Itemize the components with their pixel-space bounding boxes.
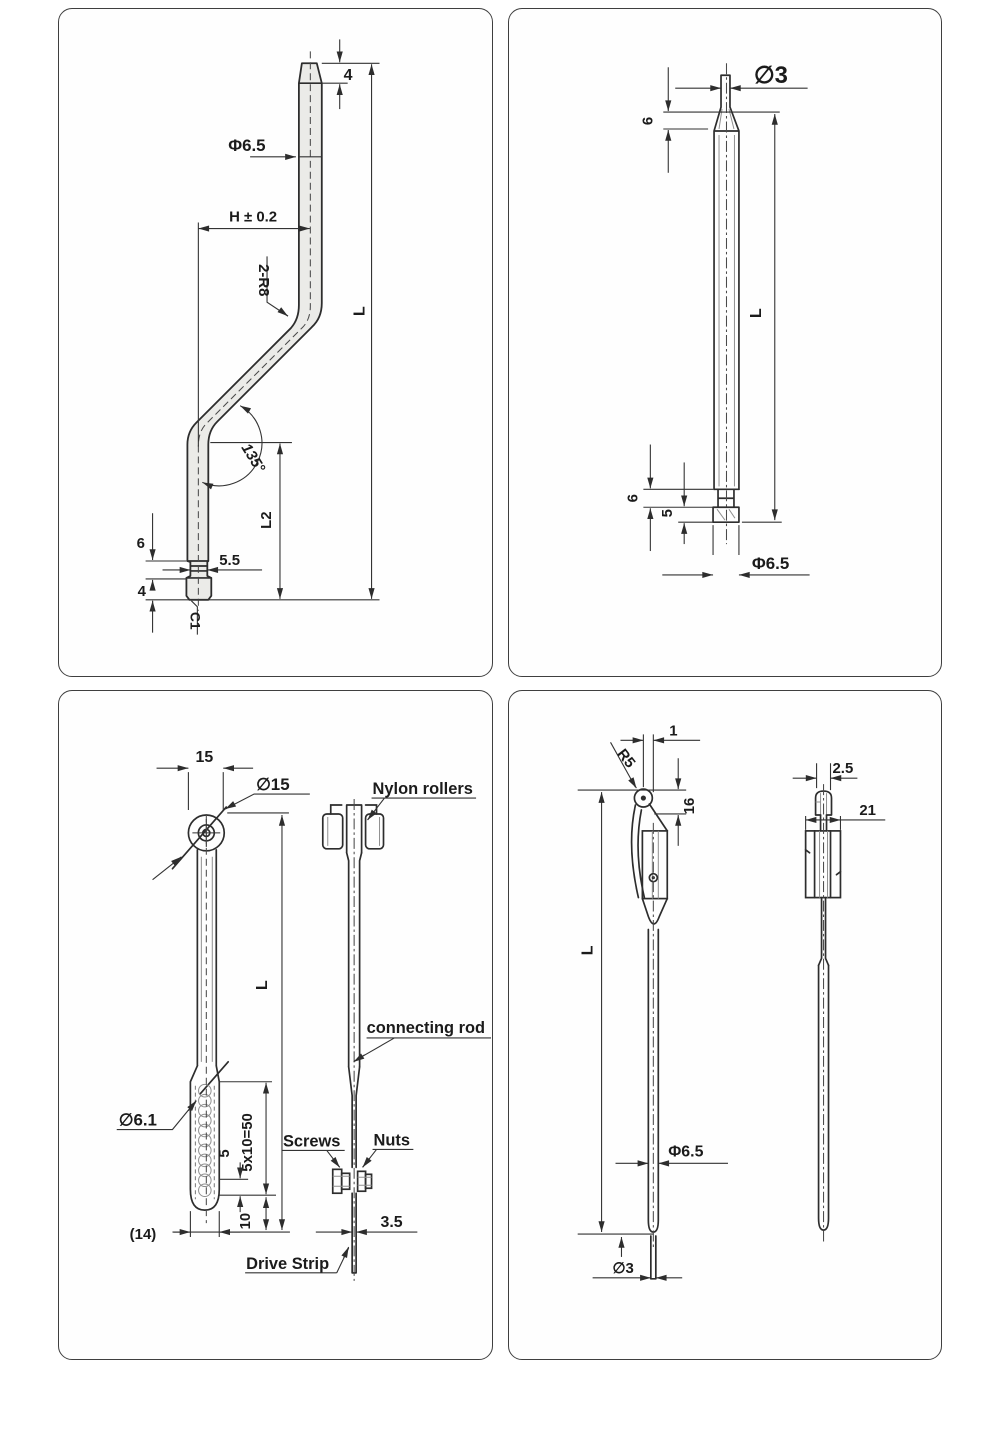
dim-head-diameter: ∅15 (256, 775, 290, 795)
label-nuts: Nuts (373, 1131, 411, 1150)
dim-offset: H ± 0.2 (229, 208, 278, 226)
label-connecting-rod: connecting rod (366, 1018, 486, 1037)
panel-latch-rod (508, 690, 942, 1360)
dim-overall-length: L (579, 945, 597, 956)
dim-cap-length: 5 (659, 509, 677, 518)
bent-rod-dimensions (137, 39, 380, 634)
dim-overall-length: L (351, 306, 369, 317)
panel-connecting-rod (58, 690, 493, 1360)
dim-pitch: 5 (216, 1149, 234, 1158)
latch-rod-right-view (806, 784, 841, 1243)
dim-neck-diameter: 5.5 (219, 551, 241, 569)
straight-rod-dimensions (624, 62, 809, 575)
dim-tip-length: 4 (343, 67, 353, 85)
dim-overall-length: L (747, 308, 765, 318)
dim-hook-width: 2.5 (832, 760, 854, 778)
dim-strip-thickness: 3.5 (380, 1214, 403, 1232)
dim-tip-diameter: ∅3 (753, 62, 788, 90)
dim-hole-diameter: ∅6.1 (118, 1110, 157, 1130)
connecting-rod-front-view (153, 807, 229, 1223)
dim-shaft-diameter: Φ6.5 (228, 135, 266, 155)
dim-chamfer: C1 (187, 611, 204, 630)
dim-overall-length: L (254, 980, 272, 991)
dim-end-diameter: Φ6.5 (751, 553, 790, 573)
dim-bend-radius: 2-R8 (255, 264, 273, 297)
slot-holes (199, 1084, 212, 1196)
dim-rod-diameter: Φ6.5 (668, 1143, 704, 1161)
label-screws: Screws (282, 1132, 341, 1151)
dim-lower-length: L2 (258, 511, 276, 529)
dim-cap-length: 4 (137, 582, 146, 600)
dim-neck-length: 6 (624, 494, 642, 503)
dim-tail-length: 10 (237, 1212, 255, 1230)
dim-slot-span: 5x10=50 (239, 1113, 257, 1172)
panel-straight-rod (508, 8, 942, 677)
panel-bent-rod (58, 8, 493, 677)
bent-rod-drawing (59, 9, 492, 676)
straight-rod-body (713, 63, 739, 544)
dim-paddle-width: (14) (129, 1226, 157, 1244)
label-nylon-rollers: Nylon rollers (372, 780, 473, 799)
dim-block-width: 21 (859, 801, 876, 819)
connecting-rod-drawing (59, 691, 492, 1359)
latch-rod-dimensions (578, 722, 886, 1277)
dim-head-length: 16 (681, 797, 699, 815)
dim-tip-cone-length: 6 (639, 116, 657, 126)
dim-head-width: 15 (195, 749, 214, 767)
dim-bend-angle: 135° (237, 440, 269, 476)
dim-offset: 1 (669, 722, 678, 740)
dim-radius: R5 (613, 745, 639, 772)
dim-pin-diameter: ∅3 (612, 1259, 634, 1277)
connecting-rod-side-view (323, 799, 384, 1281)
connecting-rod-dimensions (117, 749, 418, 1243)
latch-rod-left-view (632, 789, 668, 1279)
label-drive-strip: Drive Strip (246, 1254, 330, 1273)
latch-rod-drawing (509, 691, 941, 1359)
dim-neck-length: 6 (136, 535, 145, 553)
straight-rod-drawing (509, 9, 941, 676)
